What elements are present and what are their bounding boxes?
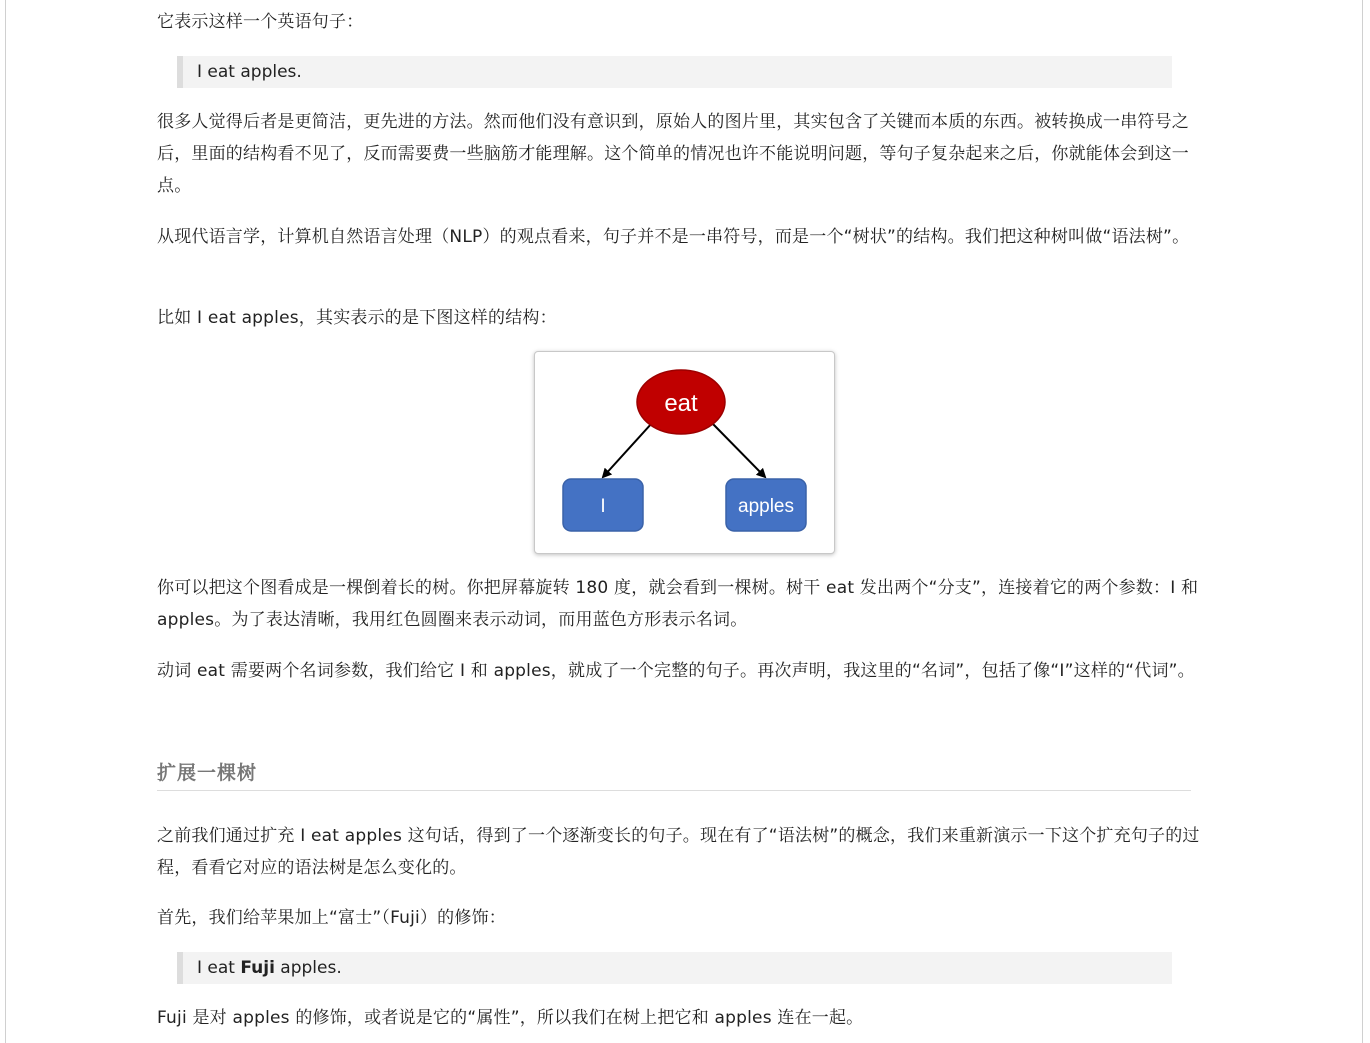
quote-text-pre: I eat [197,958,241,978]
left-border [5,0,6,1043]
paragraph-example: 比如 I eat apples，其实表示的是下图这样的结构： [157,308,557,328]
paragraph-fuji-attribute: Fuji 是对 apples 的修饰，或者说是它的“属性”，所以我们在树上把它和 apples 连在一起。 [157,1008,864,1028]
paragraph-nlp: 从现代语言学，计算机自然语言处理（NLP）的观点看来，句子并不是一串符号，而是一个“树状”的结构。我们把这种树叫做“语法树”。 [157,227,1190,247]
syntax-tree-figure [534,351,835,554]
syntax-tree-svg [535,352,834,553]
verb-node-label: eat [664,390,698,417]
paragraph-tree-explain: 你可以把这个图看成是一棵倒着长的树。你把屏幕旋转 180 度，就会看到一棵树。树干 eat 发出两个“分支”，连接着它的两个参数：I 和 apples。为了表达清晰，我用红色圆圈来表示动词，而用蓝色方形表示名词。 [157,578,1199,630]
quote-text-post: apples. [274,958,342,978]
noun-node-apples-label: apples [738,496,794,517]
right-border [1362,0,1363,1043]
paragraph-verb-args: 动词 eat 需要两个名词参数，我们给它 I 和 apples，就成了一个完整的句子。再次声明，我这里的“名词”，包括了像“I”这样的“代词”。 [157,661,1195,681]
edge-eat-to-i [603,423,652,477]
paragraph-simplicity: 很多人觉得后者是更简洁，更先进的方法。然而他们没有意识到，原始人的图片里，其实包含了关键而本质的东西。被转换成一串符号之后，里面的结构看不见了，反而需要费一些脑筋才能理解。这个简单的情况也许不能说明问题，等句子复杂起来之后，你就能体会到这一点。 [157,112,1189,196]
edge-eat-to-apples [712,423,765,477]
blockquote-fuji-sentence [177,952,1172,984]
paragraph-expand: 之前我们通过扩充 I eat apples 这句话，得到了一个逐渐变长的句子。现在有了“语法树”的概念，我们来重新演示一下这个扩充句子的过程，看看它对应的语法树是怎么变化的。 [157,826,1200,878]
paragraph-intro: 它表示这样一个英语句子： [157,12,364,32]
quote-text-bold: Fuji [240,958,275,978]
noun-node-i-label: I [600,496,606,517]
paragraph-fuji: 首先，我们给苹果加上“富士”（Fuji）的修饰： [157,908,506,928]
blockquote-sentence: I eat apples. [177,56,1172,88]
section-heading: 扩展一棵树 [157,758,1191,791]
